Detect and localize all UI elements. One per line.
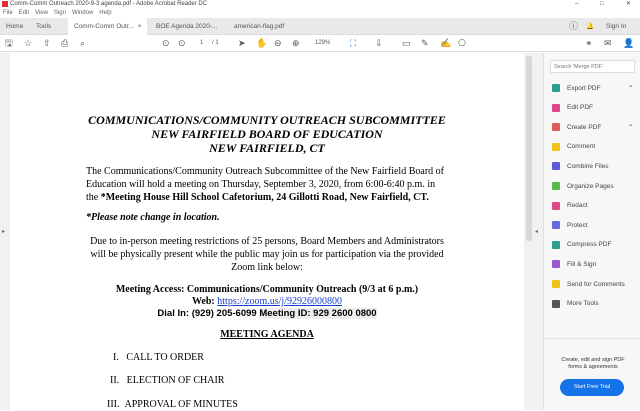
save-icon[interactable]: 🖫 [5, 38, 13, 48]
tool-label: Fill & Sign [567, 260, 597, 268]
create-pdf-icon [552, 123, 560, 131]
maximize-button[interactable]: □ [600, 1, 604, 7]
hand-tool-icon[interactable]: ✋ [256, 38, 268, 48]
agenda-text: APPROVAL OF MINUTES [124, 399, 238, 410]
compress-pdf-icon [552, 241, 560, 249]
meeting-access: Meeting Access: Communications/Community Outreach (9/3 at 6 p.m.) [115, 284, 419, 295]
dial-in-line [10, 308, 524, 320]
agenda-text: CALL TO ORDER [126, 352, 204, 363]
page-total: / 1 [212, 40, 219, 46]
comment-icon [552, 143, 560, 151]
tool-more-tools[interactable] [552, 299, 599, 309]
tool-protect[interactable] [552, 220, 588, 230]
paragraph-line: The Communications/Community Outreach Subcommittee of the New Fairfield Board of [86, 166, 444, 177]
paragraph-line: Education will hold a meeting on Thursday, September 3, 2020, from 6:00-6:40 p.m. in [86, 179, 436, 190]
chevron-down-icon[interactable]: ⌄ [628, 82, 634, 89]
tool-label: More Tools [567, 300, 599, 308]
tool-label: Combine Files [567, 162, 609, 170]
acrobat-logo-icon [2, 1, 8, 7]
toolbar [0, 35, 640, 52]
menu-bar [0, 9, 640, 18]
tool-label: Create PDF [567, 123, 602, 131]
tool-edit-pdf[interactable] [552, 103, 593, 113]
agenda-num: II. [110, 375, 120, 386]
previous-page-icon[interactable]: ⊙ [162, 38, 170, 48]
agenda-num: III. [107, 399, 120, 410]
scroll-mode-icon[interactable]: ⇩ [375, 38, 383, 48]
agenda-item [113, 352, 204, 364]
agenda-title: MEETING AGENDA [220, 329, 314, 340]
zoom-level-dropdown[interactable]: 129% [315, 40, 331, 46]
tool-label: Compress PDF [567, 241, 612, 249]
sign-icon[interactable]: ✍ [440, 38, 452, 48]
select-pointer-icon[interactable]: ➤ [238, 38, 246, 48]
divider [544, 338, 640, 339]
menu-sign[interactable]: Sign [53, 10, 66, 16]
send-for-comments-icon [552, 280, 560, 288]
export-pdf-icon [552, 84, 560, 92]
menu-window[interactable]: Window [71, 10, 94, 16]
meeting-id: Meeting ID: 929 2600 0800 [259, 308, 377, 319]
tool-label: Export PDF [567, 84, 601, 92]
paragraph-line: will be physically present while the public may join us for participation via the provided [90, 249, 444, 260]
email-icon[interactable]: ✉ [604, 38, 612, 48]
doc-title-line: NEW FAIRFIELD, CT [209, 141, 325, 155]
tool-label: Redact [567, 202, 588, 210]
menu-help[interactable]: Help [99, 10, 112, 16]
share-user-icon[interactable]: 👤 [623, 38, 635, 48]
promo-text: Create, edit and sign PDF forms & agreements [561, 357, 625, 370]
tool-create-pdf[interactable] [552, 121, 634, 132]
close-button[interactable]: ✕ [626, 1, 632, 7]
paragraph-line: Due to in-person meeting restrictions of 25 persons, Board Members and Administrators [90, 236, 444, 247]
tab-label: Comm-Comm Outr... [74, 23, 134, 30]
fill-sign-icon [552, 260, 560, 268]
fit-page-icon[interactable]: ⛶ [350, 38, 357, 48]
page-number-input[interactable]: 1 [200, 40, 204, 46]
tab-tools[interactable]: Tools [36, 23, 52, 30]
edit-pdf-icon [552, 104, 560, 112]
tool-label: Comment [567, 143, 596, 151]
tools-search-input[interactable] [550, 60, 635, 73]
window-title: Comm-Comm Outreach 2020-9-3 agenda.pdf - Adobe Acrobat Reader DC [10, 1, 208, 7]
paragraph-line [86, 192, 429, 204]
redact-icon [552, 202, 560, 210]
tab-bar [0, 18, 640, 35]
agenda-text: ELECTION OF CHAIR [126, 375, 225, 386]
tool-compress-pdf[interactable] [552, 240, 611, 250]
zoom-link[interactable]: https://zoom.us/j/92926000800 [217, 296, 342, 307]
comment-icon[interactable]: ▭ [402, 38, 411, 48]
tool-send-for-comments[interactable] [552, 279, 625, 289]
start-free-trial-button[interactable]: Start Free Trial [560, 379, 624, 396]
tool-comment[interactable] [552, 142, 595, 152]
tab-document[interactable]: american-flag.pdf [234, 23, 285, 30]
sign-in-button[interactable]: Sign In [606, 23, 627, 30]
tool-label: Organize Pages [567, 182, 614, 190]
tab-document[interactable]: BOE Agenda 2020-... [156, 23, 218, 30]
tab-home[interactable]: Home [6, 23, 24, 30]
paragraph-line: Zoom link below: [231, 262, 303, 273]
tool-organize-pages[interactable] [552, 181, 614, 191]
agenda-item [110, 375, 224, 387]
web-line [10, 296, 524, 308]
vertical-scrollbar[interactable] [526, 56, 532, 241]
protect-icon [552, 221, 560, 229]
search-icon[interactable]: ⌕ [80, 38, 86, 48]
left-panel-toggle-icon[interactable]: ▸ [2, 229, 6, 235]
chevron-down-icon[interactable]: ⌄ [628, 121, 634, 129]
menu-file[interactable]: File [3, 10, 13, 16]
tool-combine-files[interactable] [552, 161, 609, 171]
tab-document-active[interactable] [68, 18, 147, 35]
tool-export-pdf[interactable] [552, 82, 634, 93]
agenda-item [107, 399, 238, 411]
web-label: Web: [191, 296, 218, 307]
doc-title-line: COMMUNICATIONS/COMMUNITY OUTREACH SUBCOMMITTEE [88, 113, 446, 127]
bookmark-star-icon[interactable]: ☆ [24, 38, 33, 48]
title-bar [0, 0, 640, 9]
tool-redact[interactable] [552, 201, 588, 211]
stamp-icon[interactable]: ⎔ [458, 38, 466, 48]
next-page-icon[interactable]: ⊙ [178, 38, 186, 48]
agenda-num: I. [113, 352, 119, 363]
menu-view[interactable]: View [35, 10, 48, 16]
tool-label: Send for Comments [567, 280, 625, 288]
menu-edit[interactable]: Edit [18, 10, 30, 16]
tool-label: Protect [567, 221, 588, 229]
location-text: *Meeting House Hill School Cafetorium, 24 Gillotti Road, New Fairfield, CT. [100, 192, 429, 203]
location-note: *Please note change in location. [86, 212, 220, 223]
upload-cloud-icon[interactable]: ⇧ [43, 38, 51, 48]
tool-label: Edit PDF [567, 104, 594, 112]
help-icon[interactable]: ⓘ [569, 21, 579, 31]
text: the [86, 192, 101, 203]
share-link-icon[interactable]: ⚭ [585, 38, 593, 48]
minimize-button[interactable]: – [575, 1, 579, 7]
dial-in: Dial In: (929) 205-6099 [157, 308, 260, 319]
organize-pages-icon [552, 182, 560, 190]
tool-fill-sign[interactable] [552, 259, 596, 269]
notification-bell-icon[interactable]: 🔔 [586, 23, 595, 30]
zoom-in-icon[interactable]: ⊕ [292, 38, 300, 48]
print-icon[interactable]: ⎙ [61, 38, 69, 48]
combine-files-icon [552, 162, 560, 170]
tab-close-icon[interactable]: × [137, 23, 142, 30]
more-tools-icon [552, 300, 560, 308]
tools-panel [543, 53, 640, 410]
zoom-out-icon[interactable]: ⊖ [274, 38, 282, 48]
right-panel-collapse-icon[interactable]: ◂ [535, 229, 539, 235]
highlight-pen-icon[interactable]: ✎ [421, 38, 429, 48]
pdf-page [10, 53, 524, 410]
doc-title-line: NEW FAIRFIELD BOARD OF EDUCATION [151, 127, 383, 141]
